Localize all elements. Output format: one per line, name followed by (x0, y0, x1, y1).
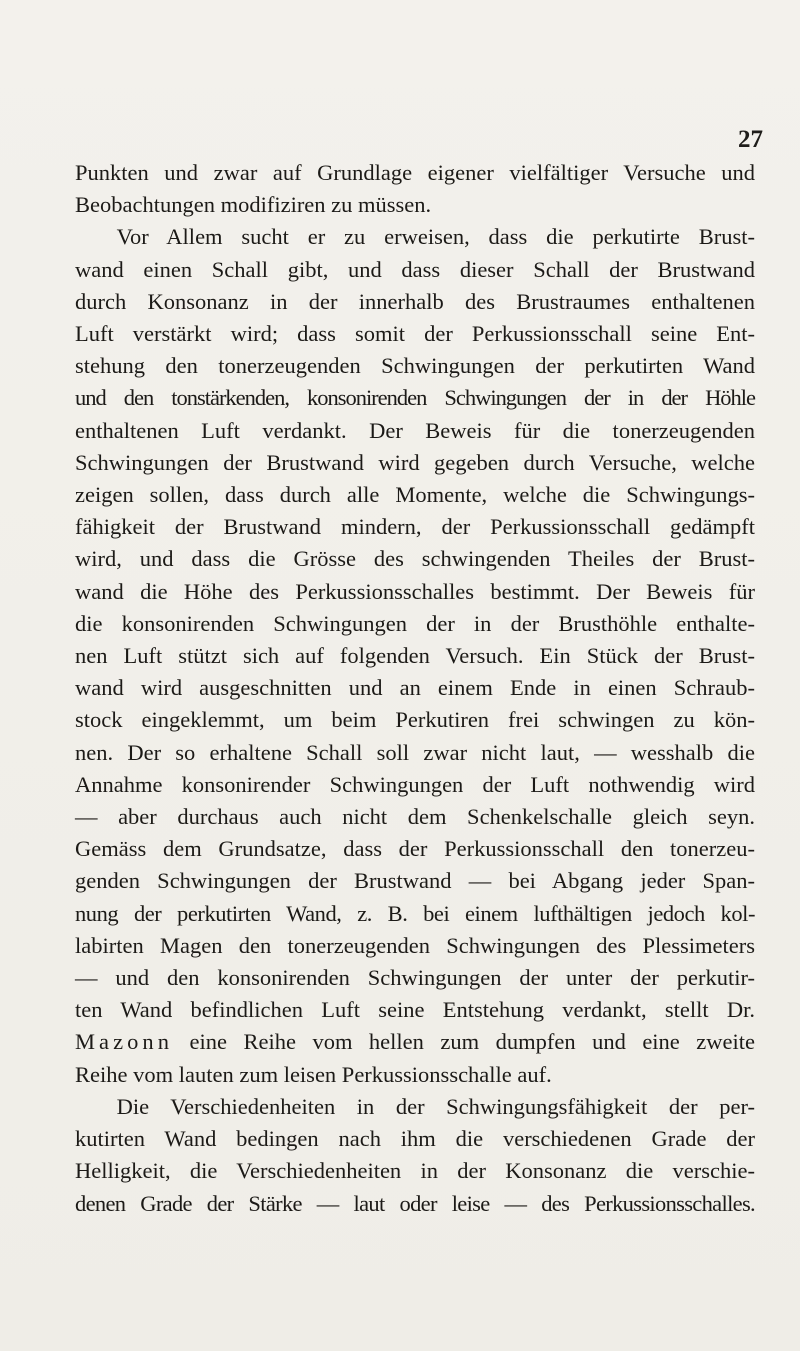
text-line: denen Grade der Stärke — laut oder leise — des Perkussionsschalles. (75, 1190, 755, 1216)
text-line: durch Konsonanz in der innerhalb des Brustraumes enthaltenen (75, 288, 755, 314)
text-line: stock eingeklemmt, um beim Perkutiren frei schwingen zu kön- (75, 707, 755, 733)
text-line: fähigkeit der Brustwand mindern, der Perkussionsschall gedämpft (75, 514, 755, 540)
text-line: ten Wand befindlichen Luft seine Entstehung verdankt, stellt Dr. (75, 997, 755, 1023)
body-text (75, 157, 755, 1220)
text-line: Die Verschiedenheiten in der Schwingungsfähigkeit der per- (116, 1093, 755, 1119)
text-line: Punkten und zwar auf Grundlage eigener vielfältiger Versuche und (75, 160, 755, 185)
text-line: — aber durchaus auch nicht dem Schenkelschalle gleich seyn. (75, 804, 755, 830)
text-line: wand wird ausgeschnitten und an einem Ende in einen Schraub- (75, 675, 755, 701)
paragraph-2 (75, 221, 755, 1090)
text-line-rest: eine Reihe vom hellen zum dumpfen und eine zweite (173, 1029, 755, 1055)
text-line: Luft verstärkt wird; dass somit der Perkussionsschall seine Ent- (75, 321, 755, 347)
text-line: und den tonstärkenden, konsonirenden Schwingungen der in der Höhle (75, 385, 755, 411)
text-line: nung der perkutirten Wand, z. B. bei einem lufthältigen jedoch kol- (75, 900, 755, 926)
text-line: Vor Allem sucht er zu erweisen, dass die perkutirte Brust- (116, 224, 755, 250)
page-number: 27 (738, 126, 763, 153)
author-name: Mazonn (75, 1029, 174, 1055)
paragraph-3 (75, 1091, 755, 1220)
text-line: Reihe vom lauten zum leisen Perkussionsschalle auf. (75, 1061, 552, 1087)
text-line: genden Schwingungen der Brustwand — bei Abgang jeder Span- (75, 868, 755, 894)
text-line: nen Luft stützt sich auf folgenden Versuch. Ein Stück der Brust- (75, 643, 755, 669)
text-line: stehung den tonerzeugenden Schwingungen der perkutirten Wand (75, 353, 755, 379)
text-line: wand die Höhe des Perkussionsschalles bestimmt. Der Beweis für (75, 578, 755, 604)
paragraph-1 (75, 157, 755, 221)
text-line: enthaltenen Luft verdankt. Der Beweis für die tonerzeugenden (75, 417, 755, 443)
text-line: die konsonirenden Schwingungen der in der Brusthöhle enthalte- (75, 610, 755, 636)
text-line (75, 1026, 755, 1058)
text-line: wird, und dass die Grösse des schwingenden Theiles der Brust- (75, 546, 755, 572)
text-line: wand einen Schall gibt, und dass dieser Schall der Brustwand (75, 256, 755, 282)
text-line: Beobachtungen modifiziren zu müssen. (75, 192, 432, 218)
text-line: kutirten Wand bedingen nach ihm die verschiedenen Grade der (75, 1126, 755, 1152)
text-line: Annahme konsonirender Schwingungen der Luft nothwendig wird (75, 771, 755, 797)
text-line: zeigen sollen, dass durch alle Momente, welche die Schwingungs- (75, 482, 755, 508)
text-line: Schwingungen der Brustwand wird gegeben durch Versuche, welche (75, 449, 755, 475)
text-line: nen. Der so erhaltene Schall soll zwar nicht laut, — wesshalb die (75, 739, 755, 765)
text-line: labirten Magen den tonerzeugenden Schwingungen des Plessimeters (75, 932, 755, 958)
text-line: Gemäss dem Grundsatze, dass der Perkussionsschall den tonerzeu- (75, 836, 755, 862)
text-line: — und den konsonirenden Schwingungen der unter der perkutir- (75, 965, 755, 991)
text-line: Helligkeit, die Verschiedenheiten in der Konsonanz die verschie- (75, 1158, 755, 1184)
